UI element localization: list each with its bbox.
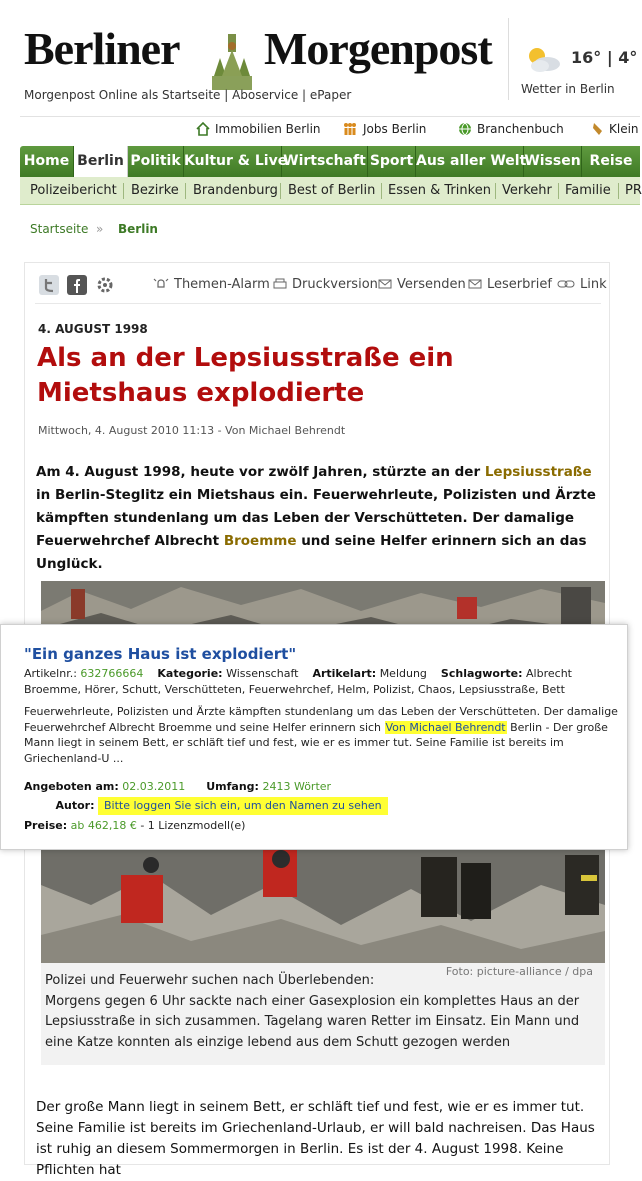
- article-lead: [36, 461, 604, 576]
- popup-desc-text: Feuerwehrleute, Polizisten und Ärzte kämpften stundenlang um das Leben der Verschütteten. Der damalige Feuerwehrchef Albrecht Broemme und seine Helfer erinnern sich: [24, 705, 618, 734]
- subnav-polizeibericht[interactable]: Polizeibericht: [30, 183, 117, 198]
- kategorie-label: Kategorie:: [157, 667, 223, 680]
- nav-berlin[interactable]: Berlin: [74, 146, 128, 177]
- subnav-divider: [618, 183, 619, 199]
- letter-icon: [468, 278, 482, 290]
- lead-text: Am 4. August 1998, heute vor zwölf Jahren, stürzte an der: [36, 464, 485, 480]
- umfang-label: Umfang:: [206, 780, 259, 793]
- cloud-sun-icon: [523, 44, 563, 74]
- alarm-icon: [153, 278, 169, 290]
- people-icon: [342, 122, 358, 136]
- photo-caption: [45, 971, 593, 1053]
- nav-wirtschaft[interactable]: Wirtschaft: [282, 146, 368, 177]
- tag-icon: [592, 122, 604, 136]
- article-body: Der große Mann liegt in seinem Bett, er schläft tief und fest, wie er es immer tut. Seine Familie ist bereits im Griechenland-Urlaub, er will bald nachreisen. Das Haus ist ruhig an diesem Sommermorgen in Berlin. Es ist der 4. August 1998. Keine Pflichten hat: [36, 1099, 595, 1178]
- lizenz-value: - 1 Lizenzmodell(e): [136, 819, 246, 832]
- sub-navigation: [20, 177, 640, 205]
- druckversion-label: Druckversion: [292, 277, 378, 292]
- link-button[interactable]: [557, 277, 607, 292]
- service-label: Immobilien Berlin: [215, 122, 321, 136]
- popup-author-highlight: Von Michael Behrendt: [385, 720, 506, 734]
- angeboten-value: 02.03.2011: [122, 780, 186, 793]
- nav-kultur-live[interactable]: Kultur & Live: [184, 146, 282, 177]
- toolbar-divider: [35, 303, 601, 304]
- popup-fields: [24, 778, 619, 834]
- nav-wissen[interactable]: Wissen: [524, 146, 582, 177]
- caption-text: Morgens gegen 6 Uhr sackte nach einer Gasexplosion ein komplettes Haus an der Lepsiusstraße in sich zusammen. Tagelang waren Retter im Einsatz. Ein Mann und eine Katze konnten als einzige lebend aus dem Schutt gezogen werden: [45, 993, 580, 1050]
- nav-politik[interactable]: Politik: [128, 146, 184, 177]
- subnav-best-of-berlin[interactable]: Best of Berlin: [288, 183, 376, 198]
- nav-home[interactable]: Home: [20, 146, 74, 177]
- themen-alarm-button[interactable]: [153, 277, 270, 292]
- preise-value: ab 462,18 €: [70, 819, 137, 832]
- subnav-bezirke[interactable]: Bezirke: [131, 183, 179, 198]
- popup-desc-text: Berlin - Der große Mann liegt in seinem Bett, er schläft tief und fest, wie er es immer tut. Seine Familie ist bereits im Griechenland-U ...: [24, 720, 608, 765]
- versenden-button[interactable]: [378, 277, 466, 292]
- kategorie-value: Wissenschaft: [226, 667, 299, 680]
- nav-aus-aller-welt[interactable]: Aus aller Welt: [416, 146, 524, 177]
- breadcrumb-berlin[interactable]: Berlin: [118, 222, 158, 236]
- preise-label: Preise:: [24, 819, 68, 832]
- service-branchenbuch[interactable]: [458, 122, 564, 136]
- article-date-caption: 4. AUGUST 1998: [38, 322, 148, 336]
- subnav-pr[interactable]: PR: [625, 183, 642, 198]
- print-icon: [273, 278, 287, 290]
- mail-icon: [378, 278, 392, 290]
- weather-label: Wetter in Berlin: [521, 82, 615, 96]
- subnav-divider: [558, 183, 559, 199]
- service-jobs[interactable]: [342, 122, 426, 136]
- service-label: Branchenbuch: [477, 122, 564, 136]
- subnav-brandenburg[interactable]: Brandenburg: [193, 183, 278, 198]
- artikelart-value: Meldung: [379, 667, 427, 680]
- service-label: Jobs Berlin: [363, 122, 427, 136]
- autor-label: Autor:: [55, 799, 95, 812]
- leserbrief-label: Leserbrief: [487, 277, 552, 292]
- article-photo-bottom[interactable]: [41, 845, 605, 963]
- globe-icon: [458, 122, 472, 136]
- nav-sport[interactable]: Sport: [368, 146, 416, 177]
- breadcrumb-startseite[interactable]: Startseite: [30, 222, 89, 236]
- rescue-photo-image: [41, 845, 605, 963]
- subnav-divider: [495, 183, 496, 199]
- logo-word-berliner: Berliner: [24, 23, 180, 74]
- subnav-divider: [381, 183, 382, 199]
- header-divider: [20, 116, 640, 117]
- artikelnr-label: Artikelnr.:: [24, 667, 77, 680]
- subnav-divider: [123, 183, 124, 199]
- umfang-value: 2413 Wörter: [262, 780, 332, 793]
- schlagworte-label: Schlagworte:: [440, 667, 523, 680]
- themen-alarm-label: Themen-Alarm: [174, 277, 270, 292]
- chain-link-icon: [557, 278, 575, 290]
- service-label: Klein: [609, 122, 639, 136]
- schlagworte-value: Albrecht Broemme, Hörer, Schutt, Verschütteten, Feuerwehrchef, Helm, Polizist, Chaos, Lepsiusstraße, Bett: [24, 667, 572, 696]
- subnav-verkehr[interactable]: Verkehr: [502, 183, 552, 198]
- subnav-divider: [280, 183, 281, 199]
- weather-widget[interactable]: [508, 18, 640, 100]
- link-label: Link: [580, 277, 607, 292]
- article-license-popup[interactable]: [0, 624, 628, 850]
- caption-title: Polizei und Feuerwehr suchen nach Überlebenden:: [45, 973, 375, 988]
- field-row-autor: [24, 795, 619, 817]
- logo-word-morgenpost: Morgenpost: [264, 23, 492, 74]
- field-row-preise: [24, 817, 619, 834]
- service-klein[interactable]: [592, 122, 639, 136]
- lead-text: in Berlin-Steglitz ein Mietshaus ein. Feuerwehrleute, Polizisten und Ärzte kämpften stundenlang um das Leben der Verschütteten. Der damalige Feuerwehrchef Albrecht: [36, 487, 596, 549]
- lead-link-lepsiusstrasse[interactable]: Lepsiusstraße: [484, 464, 592, 480]
- photo-credit: Foto: picture-alliance / dpa: [445, 965, 593, 978]
- versenden-label: Versenden: [397, 277, 466, 292]
- share-gear-icon[interactable]: [95, 275, 115, 295]
- lead-link-broemme[interactable]: Broemme: [223, 533, 297, 549]
- subnav-familie[interactable]: Familie: [565, 183, 611, 198]
- nav-reise[interactable]: Reise: [589, 153, 633, 169]
- header-sublinks[interactable]: Morgenpost Online als Startseite | Aboservice | ePaper: [24, 88, 352, 102]
- login-to-see-author-link[interactable]: Bitte loggen Sie sich ein, um den Namen zu sehen: [98, 797, 388, 815]
- twitter-icon[interactable]: [39, 275, 59, 295]
- quadriga-emblem-icon: [204, 32, 260, 94]
- masthead: [0, 0, 640, 112]
- field-row-angeboten: [24, 778, 619, 795]
- subnav-divider: [185, 183, 186, 199]
- angeboten-label: Angeboten am:: [24, 780, 119, 793]
- main-navigation: [20, 146, 640, 177]
- subnav-essen-trinken[interactable]: Essen & Trinken: [388, 183, 491, 198]
- popup-meta: [24, 666, 619, 697]
- druckversion-button[interactable]: [273, 277, 378, 292]
- popup-description: [24, 704, 619, 766]
- service-immobilien[interactable]: [196, 122, 321, 136]
- leserbrief-button[interactable]: [468, 277, 552, 292]
- popup-title[interactable]: "Ein ganzes Haus ist explodiert": [24, 645, 297, 663]
- breadcrumb-separator: »: [96, 222, 104, 236]
- article-byline: Mittwoch, 4. August 2010 11:13 - Von Michael Behrendt: [38, 424, 346, 437]
- facebook-icon[interactable]: [67, 275, 87, 295]
- photo-caption-box: [41, 963, 605, 1065]
- artikelnr-value: 632766664: [80, 667, 144, 680]
- weather-temperature: 16° | 4°: [571, 48, 638, 67]
- lead-text: und seine Helfer erinnern sich an das Unglück.: [36, 533, 587, 572]
- artikelart-label: Artikelart:: [312, 667, 377, 680]
- house-icon: [196, 122, 210, 136]
- article-toolbar: [25, 271, 611, 301]
- article-headline: Als an der Lepsiusstraße ein Mietshaus explodierte: [37, 343, 454, 408]
